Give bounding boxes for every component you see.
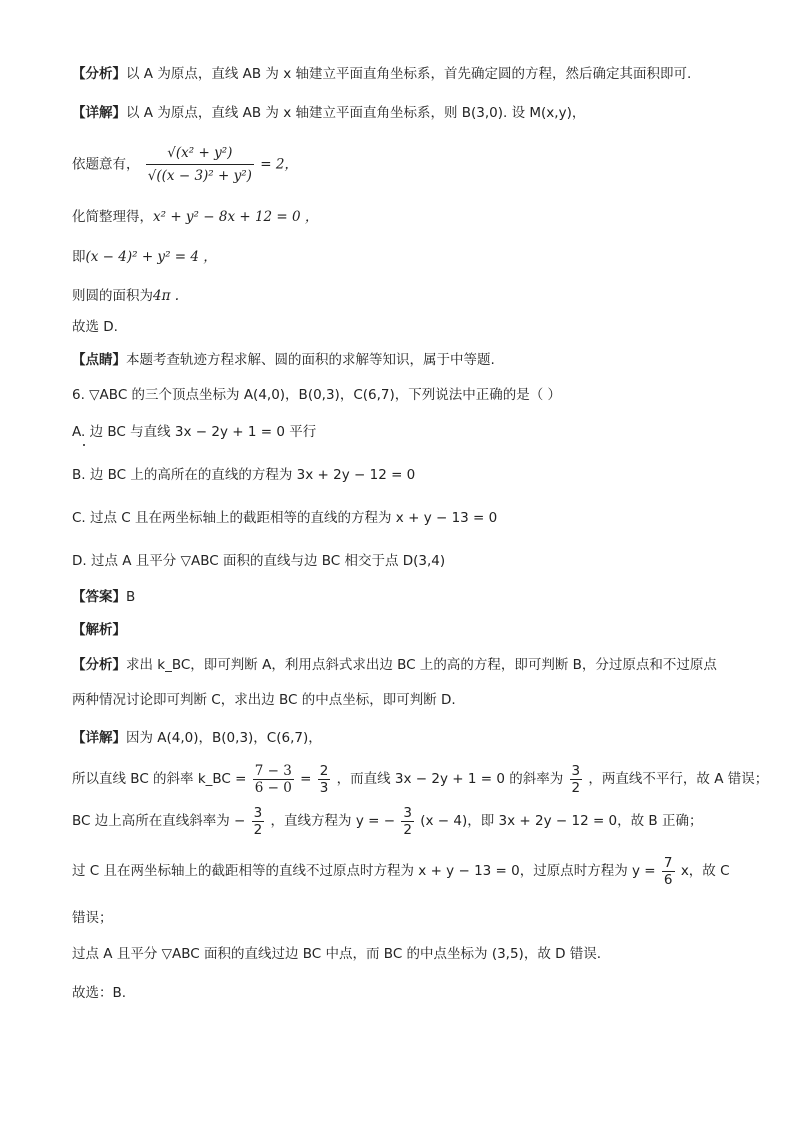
analysis-text: 以 A 为原点，直线 AB 为 x 轴建立平面直角坐标系，首先确定圆的方程，然后确定其面积即可.: [126, 66, 692, 82]
c-line-2: [72, 908, 734, 928]
c-fraction: [662, 855, 675, 888]
answer-value: B: [126, 589, 136, 605]
option-text: A. 边 BC 与直线 3x − 2y + 1 = 0 平行: [72, 424, 317, 440]
c-line2-text: 错误；: [72, 910, 113, 926]
option-text: D. 过点 A 且平分 ▽ABC 面积的直线与边 BC 相交于点 D(3,4): [72, 553, 446, 569]
analysis-tag: 【分析】: [72, 66, 126, 82]
given-rhs: = 2，: [260, 156, 298, 173]
analysis-tag: 【分析】: [72, 657, 126, 673]
circle-equation: (x − 4)² + y² = 4 ，: [85, 249, 217, 265]
stray-mark: [83, 444, 85, 446]
detail-tag: 【详解】: [72, 105, 126, 121]
slope2-numerator: 3: [571, 762, 581, 779]
detail-text: 因为 A(4,0)，B(0,3)，C(6,7)，: [126, 730, 322, 746]
question-stem-text: 6. ▽ABC 的三个顶点坐标为 A(4,0)，B(0,3)，C(6,7)，下列说法中正确的是（ ）: [72, 387, 562, 403]
final-text: 故选：B.: [72, 985, 127, 1001]
answer-line: [72, 587, 734, 607]
slope-numerator: 7 − 3: [254, 762, 292, 779]
slope-middle: ，而直线 3x − 2y + 1 = 0 的斜率为: [336, 771, 564, 787]
c-denominator: 6: [663, 871, 673, 888]
final-line: [72, 983, 734, 1003]
height-numerator: 3: [253, 804, 263, 821]
height-denominator: 2: [253, 821, 263, 838]
slope-value-denominator: 3: [319, 779, 329, 796]
slope-value-numerator: 2: [319, 762, 329, 779]
analysis-text: 求出 k_BC，即可判断 A，利用点斜式求出边 BC 上的高的方程，即可判断 B，分过原点和不过原点: [126, 657, 717, 673]
given-numerator: √(x² + y²): [146, 142, 254, 165]
d-line: [72, 944, 734, 964]
comment-paragraph: [72, 350, 734, 370]
choice-text: 故选 D.: [72, 319, 118, 335]
analysis-text: 两种情况讨论即可判断 C，求出边 BC 的中点坐标，即可判断 D.: [72, 692, 456, 708]
answer-tag: 【答案】: [72, 589, 126, 605]
slope-fraction: [253, 763, 294, 796]
d-line-text: 过点 A 且平分 ▽ABC 面积的直线过边 BC 中点，而 BC 的中点坐标为 (3,5)，故 D 错误.: [72, 946, 602, 962]
detail-text: 以 A 为原点，直线 AB 为 x 轴建立平面直角坐标系，则 B(3,0). 设 M(x,y)，: [126, 105, 586, 121]
slope-value-fraction: [318, 763, 331, 796]
c-suffix: x，故 C: [680, 863, 730, 879]
height2-denominator: 2: [403, 821, 412, 838]
given-label: 依题意有，: [72, 156, 140, 173]
option-c: [72, 508, 734, 528]
height-suffix: (x − 4)，即 3x + 2y − 12 = 0，故 B 正确；: [420, 813, 703, 829]
option-a: [72, 422, 734, 442]
q6-analysis-line-2: [72, 690, 734, 710]
c-prefix: 过 C 且在两坐标轴上的截距相等的直线不过原点时方程为 x + y − 13 = 0，过原点时方程为 y =: [72, 863, 656, 879]
slope2-fraction: [570, 763, 583, 796]
solution-tag: 【解析】: [72, 622, 126, 638]
given-denominator: √((x − 3)² + y²): [147, 168, 252, 184]
simplify-equation: x² + y² − 8x + 12 = 0 ，: [153, 209, 319, 225]
q6-detail-line: [72, 728, 734, 748]
q6-analysis-line-1: [72, 655, 734, 675]
slope-suffix: ，两直线不平行，故 A 错误；: [588, 771, 769, 787]
height-fraction: [252, 805, 265, 838]
analysis-paragraph: [72, 64, 734, 84]
option-text: B. 边 BC 上的高所在的直线的方程为 3x + 2y − 12 = 0: [72, 467, 416, 483]
slope-denominator: 6 − 0: [254, 779, 292, 796]
height-line: [72, 802, 734, 840]
slope-line: [72, 760, 769, 798]
option-d: [72, 551, 734, 571]
comment-text: 本题考查轨迹方程求解、圆的面积的求解等知识，属于中等题.: [126, 352, 495, 368]
simplify-label: 化简整理得，: [72, 209, 153, 225]
height2-fraction: [401, 805, 414, 838]
height-middle: ，直线方程为 y = −: [270, 813, 396, 829]
detail-tag: 【详解】: [72, 730, 126, 746]
c-numerator: 7: [663, 854, 673, 871]
given-fraction: [146, 142, 254, 187]
detail-paragraph: [72, 103, 734, 123]
option-text: C. 过点 C 且在两坐标轴上的截距相等的直线的方程为 x + y − 13 = 0: [72, 510, 498, 526]
given-equation: [72, 142, 734, 187]
option-b: [72, 465, 734, 485]
question-6-stem: [72, 385, 734, 405]
c-line: [72, 852, 734, 890]
comment-tag: 【点睛】: [72, 352, 126, 368]
area-label: 则圆的面积为: [72, 288, 153, 304]
slope-prefix: 所以直线 BC 的斜率 k_BC =: [72, 771, 247, 787]
height-prefix: BC 边上高所在直线斜率为 −: [72, 813, 246, 829]
choice-line: [72, 317, 734, 337]
circle-label: 即: [72, 249, 86, 265]
height2-numerator: 3: [403, 804, 412, 821]
circle-line: [72, 247, 734, 267]
solution-heading: [72, 620, 734, 640]
area-value: 4π .: [153, 288, 180, 304]
simplify-line: [72, 207, 734, 227]
slope-equals: =: [300, 771, 312, 787]
slope2-denominator: 2: [571, 779, 581, 796]
area-line: [72, 286, 734, 306]
